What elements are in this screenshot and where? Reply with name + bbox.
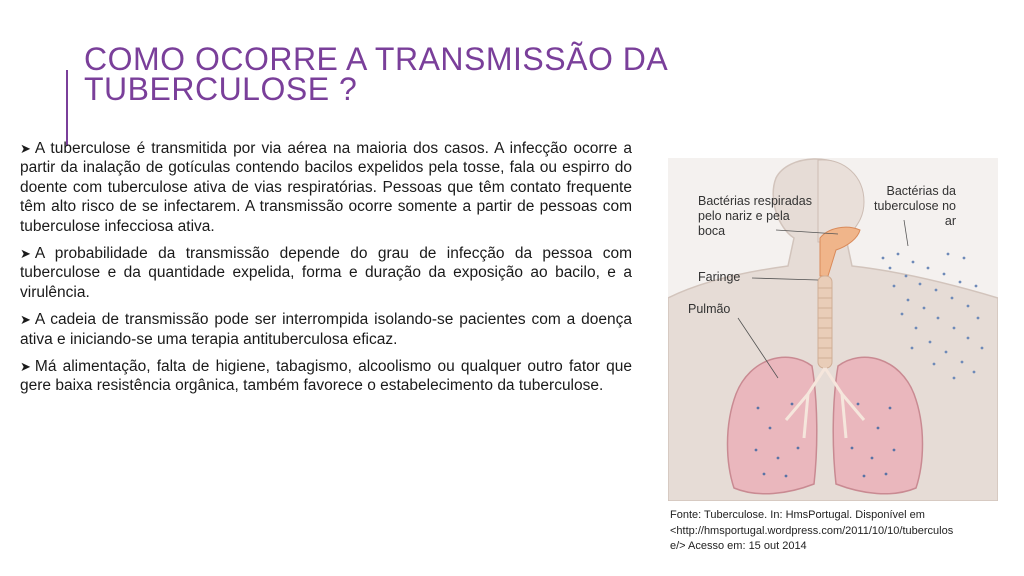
tuberculosis-transmission-illustration [668, 158, 998, 501]
figure-source-caption [670, 508, 1002, 555]
slide-title [84, 41, 844, 107]
bullet-text: Má alimentação, falta de higiene, tabagismo, alcoolismo ou qualquer outro fator que gere baixa resistência orgânica, também favorece o estabelecimento da tuberculose. [20, 358, 632, 395]
caption-line-1: Fonte: Tuberculose. In: HmsPortugal. Disponível em [670, 509, 925, 521]
bullet-item [20, 357, 632, 396]
caption-line-2: <http://hmsportugal.wordpress.com/2011/10/10/tuberculos [670, 524, 954, 537]
bullet-item [20, 310, 632, 349]
arrow-bullet-icon: ➤ [20, 141, 31, 156]
bullet-text: A probabilidade da transmissão depende do grau de infecção da pessoa com tuberculose e da quantidade expelida, forma e duração da exposição ao bacilo, e a virulência. [20, 245, 632, 301]
label-pharynx: Faringe [698, 270, 741, 284]
bullet-text: A tuberculose é transmitida por via aérea na maioria dos casos. A infecção ocorre a partir da inalação de gotículas contendo bacilos expelidos pela tosse, fala ou espirro do doente com tuberculose ativa de vias respiratórias. Pessoas que têm contato frequente têm alto risco de se infectarem. A transmissão ocorre somente a partir de pessoas com tuberculose infecciosa ativa. [20, 140, 632, 235]
bullet-item [20, 139, 632, 236]
caption-line-3: e/> Acesso em: 15 out 2014 [670, 540, 807, 552]
arrow-bullet-icon: ➤ [20, 359, 31, 375]
slide-title-line-1: COMO OCORRE A TRANSMISSÃO DA [84, 41, 669, 77]
arrow-bullet-icon: ➤ [20, 312, 31, 328]
label-lung: Pulmão [688, 302, 731, 316]
bullet-text: A cadeia de transmissão pode ser interrompida isolando-se pacientes com a doença ativa e iniciando-se uma terapia antituberculosa eficaz. [20, 311, 632, 348]
arrow-bullet-icon: ➤ [20, 246, 31, 262]
title-accent-bar [66, 70, 68, 146]
slide-title-line-2: TUBERCULOSE ? [84, 71, 358, 107]
label-inhaled-bacteria: Bactérias respiradas pelo nariz e pela boca [698, 194, 812, 238]
trachea [818, 276, 832, 368]
bullet-item [20, 244, 632, 302]
label-airborne-bacteria: Bactérias da tuberculose no ar [873, 184, 956, 228]
bullet-list [20, 139, 632, 404]
